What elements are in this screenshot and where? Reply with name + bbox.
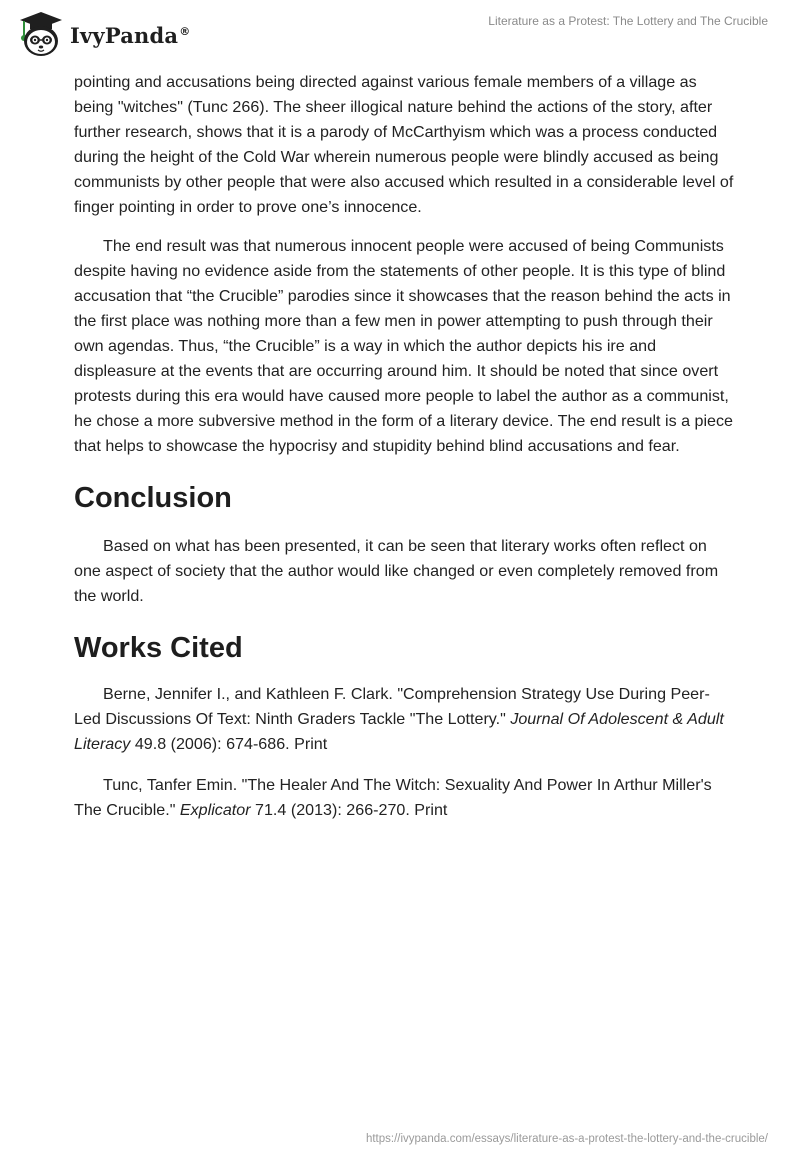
conclusion-paragraph: Based on what has been presented, it can be seen that literary works often reflect on one aspect of society that the author would like changed or even completely removed from the world. — [74, 537, 719, 605]
brand-name — [70, 23, 190, 48]
page-header — [0, 0, 800, 66]
body-paragraph-2: The end result was that numerous innocent people were accused of being Communists despite having no evidence aside from the statements of other people. It is this type of blind accusation that “the Crucible” parodies since it showcases that the reason behind the acts in the first place was nothing more than a few men in power attempting to push through their own agendas. Thus, “the Crucible” is a way in which the author depicts his ire and displeasure at the events that are occurring around him. It should be noted that since overt protests during this era would have caused more people to label the author as a communist, he chose a more subversive method in the form of a literary device. The end result is a piece that helps to showcase the hypocrisy and stupidity behind blind accusations and fear. — [74, 237, 733, 455]
citation-journal-title: Explicator — [179, 801, 251, 819]
panda-graduation-cap-icon — [14, 10, 64, 58]
citation-entry — [74, 773, 734, 823]
conclusion-heading: Conclusion — [74, 482, 232, 514]
citation-entry — [74, 682, 734, 757]
essay-content — [74, 70, 734, 823]
citation-details: 71.4 (2013): 266-270. Print — [250, 801, 448, 819]
document-title: Literature as a Protest: The Lottery and The Crucible — [488, 14, 768, 28]
citation-details: 49.8 (2006): 674-686. Print — [130, 735, 328, 753]
works-cited-heading: Works Cited — [74, 632, 243, 664]
citation-text: Berne, Jennifer I., and Kathleen F. Clark. "Comprehension Strategy Use During Peer-Led Discussions Of Text: Ninth Graders Tackle "The Lottery." — [74, 685, 710, 728]
body-paragraph-1: pointing and accusations being directed against various female members of a village as being "witches" (Tunc 266). The sheer illogical nature behind the actions of the story, after further research, shows that it is a parody of McCarthyism which was a process conducted during the height of the Cold War wherein numerous people were blindly accused as being communists by other people that were also accused which resulted in a considerable level of finger pointing in order to prove one’s innocence. — [74, 73, 734, 216]
citation-journal-title: Journal Of Adolescent & Adult Literacy — [74, 710, 724, 753]
registered-mark: ® — [179, 24, 191, 38]
ivypanda-logo[interactable] — [14, 9, 190, 59]
citation-text: Tunc, Tanfer Emin. "The Healer And The Witch: Sexuality And Power In Arthur Miller's The Crucible." — [74, 776, 712, 819]
brand-name-text: IvyPanda — [70, 22, 179, 48]
source-url-link[interactable]: https://ivypanda.com/essays/literature-as-a-protest-the-lottery-and-the-crucible/ — [365, 1133, 768, 1145]
